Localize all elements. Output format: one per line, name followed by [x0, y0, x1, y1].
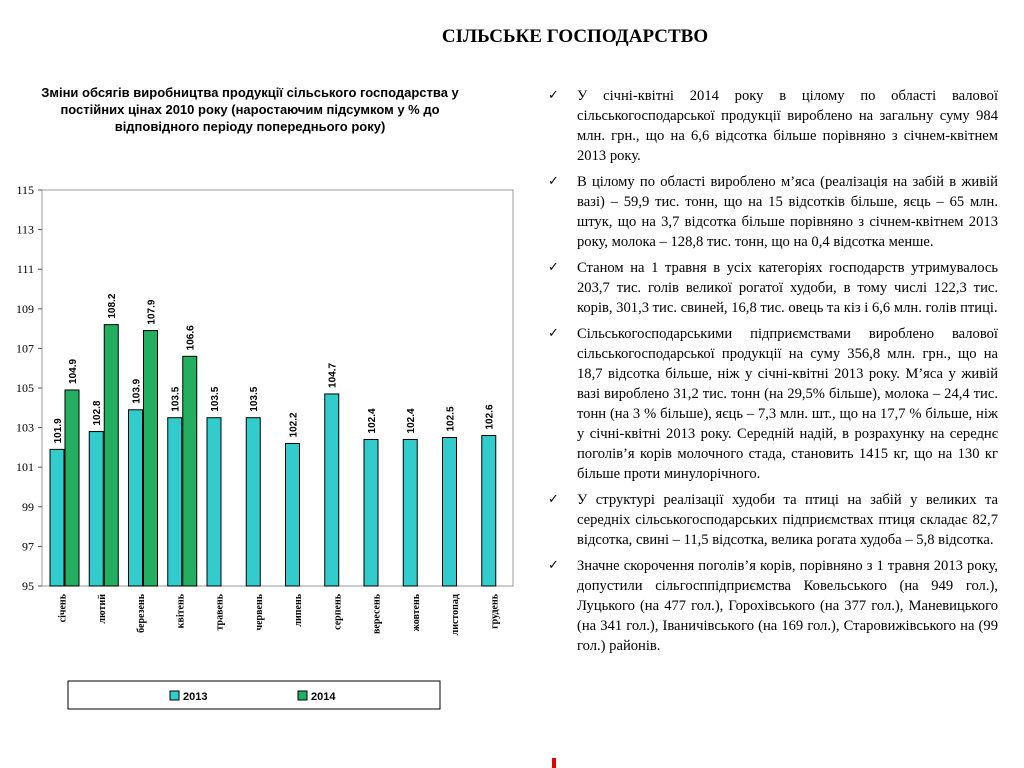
data-label: 102.8	[92, 400, 104, 426]
data-label: 102.2	[288, 412, 300, 438]
y-tick-label: 97	[22, 539, 34, 554]
y-tick-label: 115	[16, 183, 34, 197]
red-mark	[552, 758, 556, 768]
bar-chart	[0, 78, 530, 718]
bullet-item	[548, 490, 998, 550]
bullet-text: Сільськогосподарськими підприємствами вироблено валової сільськогосподарської продукції на суму 356,8 млн. грн., що на 18,7 відсотка більше, ніж у січні-квітні 2013 року. М’яса у живій вазі вироблено 31,2 тис. тонн (на 29,5% більше), молока – 24,4 тис. тонн (на 3 % більше), яєць – 7,3 млн. шт., що на 17,7 % більше, ніж у січні-квітні 2013 року. Середній надій, в розрахунку на середнє поголів’я корів молочного стада, становить 1415 кг, що на 130 кг більше проти минулорічного.	[577, 326, 998, 482]
bullet-text: У січні-квітні 2014 року в цілому по області валової сільськогосподарської продукції вироблено на загальну суму 984 млн. грн., що на 6,6 відсотка більше порівняно з січнем-квітнем 2013 року.	[577, 88, 998, 164]
checkmark-icon: ✓	[548, 88, 559, 103]
bullet-text: У структурі реалізації худоби та птиці на забій у великих та середніх сільськогосподарських підприємствах птиця складає 82,7 відсотка, свині – 11,5 відсотка, велика рогата худоба – 5,8 відсотка.	[577, 492, 998, 548]
bar-2014	[144, 331, 158, 586]
y-tick-label: 101	[16, 460, 34, 475]
y-tick-label: 107	[16, 341, 34, 356]
checkmark-icon: ✓	[548, 260, 559, 275]
legend-label-2013: 2013	[183, 691, 208, 703]
data-label: 102.4	[367, 408, 378, 434]
category-label: серпень	[332, 594, 344, 630]
bullet-text: Значне скорочення поголів’я корів, порівняно з 1 травня 2013 року, допустили сільгосппідприємства Ковельського (на 949 гол.), Луцького (на 477 гол.), Горохівського (на 377 гол.), Маневицького (на 341 гол.), Іваничівського (на 169 гол.), Старовижівського на (99 гол.) районів.	[577, 558, 998, 654]
bar-2013	[246, 418, 260, 586]
legend-label-2014: 2014	[311, 691, 336, 703]
bar-2013	[207, 418, 221, 586]
category-label: червень	[253, 594, 265, 631]
checkmark-icon: ✓	[548, 326, 559, 341]
bar-2013	[50, 449, 64, 586]
y-tick-label: 111	[16, 262, 34, 277]
checkmark-icon: ✓	[548, 174, 559, 189]
data-label: 106.6	[185, 325, 197, 351]
page-title: СІЛЬСЬКЕ ГОСПОДАРСТВО	[441, 26, 709, 47]
category-label: липень	[293, 594, 305, 627]
data-label: 107.9	[146, 299, 158, 325]
category-label: березень	[136, 594, 148, 633]
bar-2013	[482, 436, 496, 586]
data-label: 103.5	[210, 386, 221, 412]
bar-2013	[286, 443, 300, 586]
y-tick-label: 103	[16, 420, 34, 435]
bullet-item	[548, 324, 998, 484]
bar-2013	[325, 394, 339, 586]
bullet-item	[548, 556, 998, 656]
bar-2013	[364, 439, 378, 586]
legend-swatch-2013	[170, 691, 179, 700]
checkmark-icon: ✓	[548, 492, 559, 507]
data-label: 103.5	[170, 386, 182, 412]
bar-2013	[403, 439, 417, 586]
category-label: грудень	[489, 594, 501, 629]
bullet-text: В цілому по області вироблено м’яса (реалізація на забій в живій вазі) – 59,9 тис. тонн, що на 15 відсотків більше, яєць – 65 млн. штук, що на 3,7 відсотка більше порівняно з січнем-квітнем 2013 року, молока – 128,8 тис. тонн, що на 0,4 відсотка менше.	[577, 174, 998, 250]
bar-2013	[129, 410, 143, 586]
data-label: 101.9	[53, 418, 64, 444]
bar-2014	[65, 390, 79, 586]
data-label: 108.2	[107, 293, 119, 319]
checkmark-icon: ✓	[548, 558, 559, 573]
category-label: квітень	[175, 594, 187, 629]
data-label: 104.7	[327, 362, 339, 388]
data-label: 102.5	[445, 406, 457, 432]
bullet-item	[548, 86, 998, 166]
y-tick-label: 99	[22, 499, 34, 514]
category-label: жовтень	[410, 594, 422, 632]
legend-swatch-2014	[298, 691, 307, 700]
bar-2014	[104, 325, 118, 586]
chart-title: Зміни обсягів виробництва продукції сільського господарства у постійних цінах 2010 року (наростаючим підсумком у % до відповідного періоду попереднього року)	[41, 85, 459, 134]
legend-box	[68, 681, 440, 709]
bullet-list	[548, 86, 998, 662]
bar-2013	[168, 418, 182, 586]
bar-2013	[89, 432, 103, 586]
bullet-text: Станом на 1 травня в усіх категоріях господарств утримувалось 203,7 тис. голів великої рогатої худоби, в тому числі 122,3 тис. корів, 301,3 тис. свиней, 16,8 тис. овець та кіз і 6,6 млн. голів птиці.	[577, 260, 998, 316]
category-label: травень	[214, 594, 226, 631]
category-label: січень	[57, 594, 69, 623]
bar-2013	[443, 438, 457, 587]
chart-panel	[0, 78, 530, 718]
y-tick-label: 105	[16, 381, 34, 395]
data-label: 102.6	[484, 404, 496, 430]
category-label: листопад	[450, 594, 462, 636]
bar-2014	[183, 356, 197, 586]
bullet-item	[548, 258, 998, 318]
data-label: 103.5	[249, 386, 261, 412]
data-label: 103.9	[131, 378, 143, 404]
y-tick-label: 109	[16, 301, 34, 316]
y-tick-label: 113	[16, 222, 34, 237]
bullet-item	[548, 172, 998, 252]
y-tick-label: 95	[22, 579, 34, 593]
category-label: вересень	[371, 594, 383, 635]
data-label: 102.4	[406, 408, 418, 434]
category-label: лютий	[96, 594, 108, 624]
data-label: 104.9	[68, 358, 79, 384]
